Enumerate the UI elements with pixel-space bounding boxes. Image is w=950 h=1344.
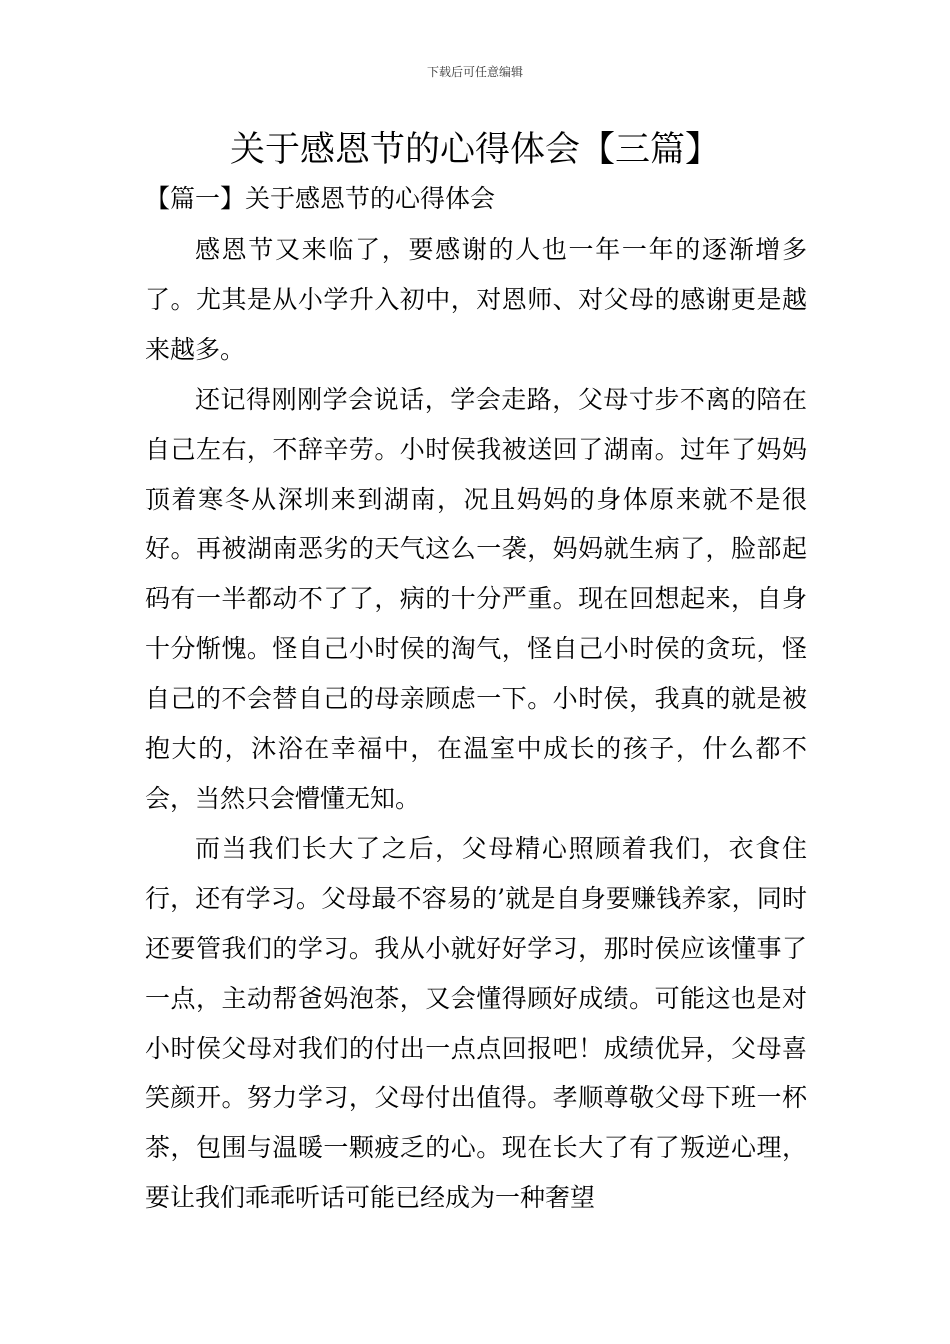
paragraph-1: 感恩节又来临了，要感谢的人也一年一年的逐渐增多了。尤其是从小学升入初中，对恩师、对父母的感谢更是越来越多。 [145,235,807,364]
document-title: 关于感恩节的心得体会【三篇】 [229,130,720,170]
paragraph-2: 还记得刚刚学会说话，学会走路，父母寸步不离的陪在自己左右，不辞辛劳。小时侯我被送回了湖南。过年了妈妈顶着寒冬从深圳来到湖南，况且妈妈的身体原来就不是很好。再被湖南恶劣的天气这么一袭，妈妈就生病了，脸部起码有一半都动不了了，病的十分严重。现在回想起来，自身十分惭愧。怪自己小时侯的淘气，怪自己小时侯的贪玩，怪自己的不会替自己的母亲顾虑一下。小时侯，我真的就是被抱大的，沐浴在幸福中，在温室中成长的孩子，什么都不会，当然只会懵懂无知。 [145,384,807,813]
paragraph-3: 而当我们长大了之后，父母精心照顾着我们，衣食住行，还有学习。父母最不容易的’就是自身要赚钱养家，同时还要管我们的学习。我从小就好好学习，那时侯应该懂事了一点，主动帮爸妈泡茶，又会懂得顾好成绩。可能这也是对小时侯父母对我们的付出一点点回报吧！成绩优异，父母喜笑颜开。努力学习，父母付出值得。孝顺尊敬父母下班一杯茶，包围与温暖一颗疲乏的心。现在长大了有了叛逆心理，要让我们乖乖听话可能已经成为一种奢望 [145,833,807,1213]
body-text [145,225,807,1223]
header-note: 下载后可任意编辑 [426,65,523,79]
section-heading: 【篇一】关于感恩节的心得体会 [145,184,496,213]
